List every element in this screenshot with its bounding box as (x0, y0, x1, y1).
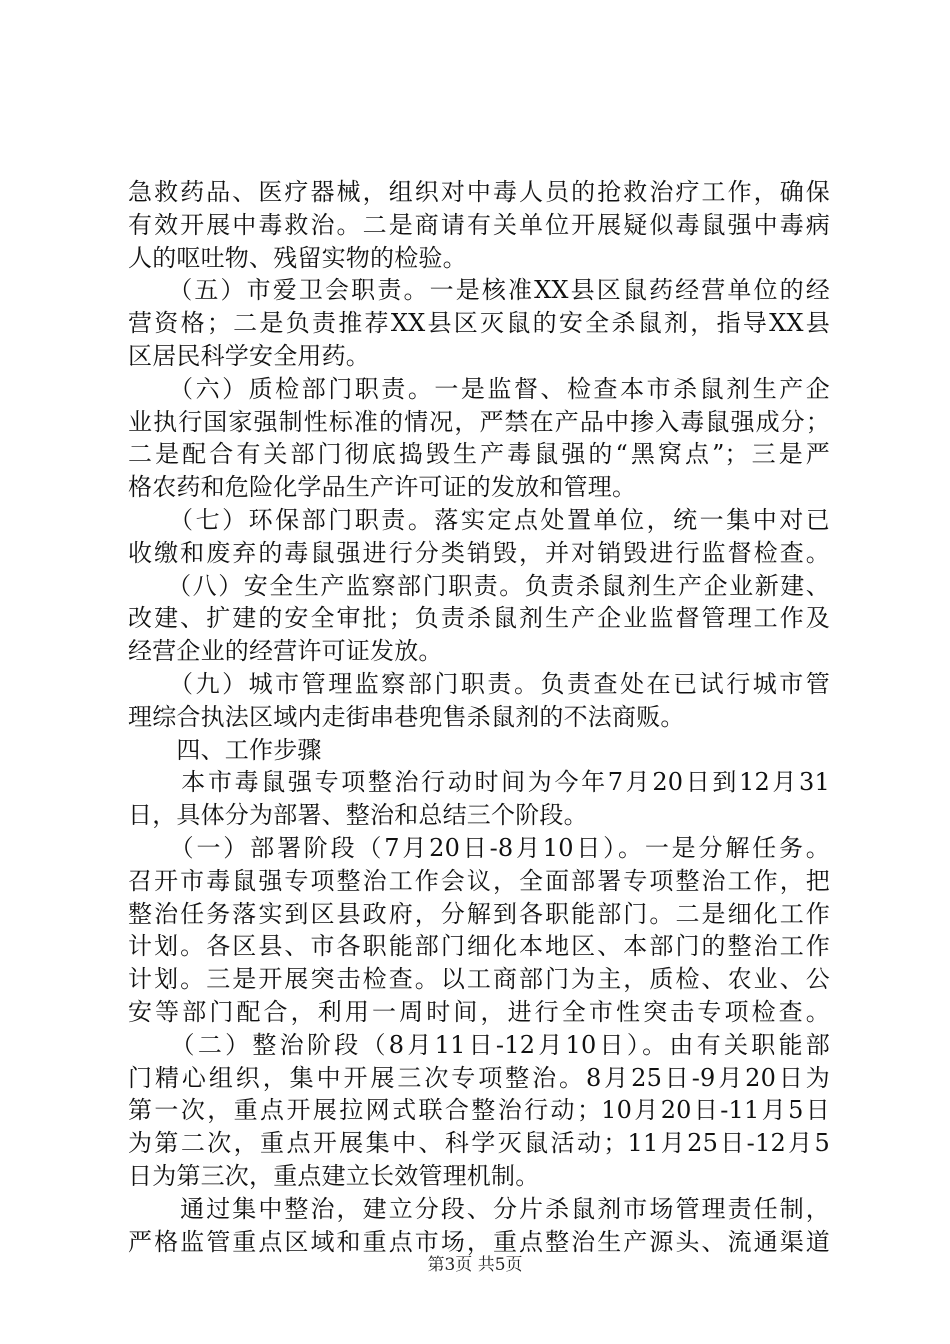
text-line: 理综合执法区域内走街串巷兜售杀鼠剂的不法商贩。 (128, 702, 685, 731)
document-body (128, 176, 830, 1258)
text-line: 计划。各区县、市各职能部门细化本地区、本部门的整治工作 (128, 932, 830, 961)
text-line: 营资格；二是负责推荐XX县区灭鼠的安全杀鼠剂，指导XX县 (128, 309, 830, 338)
text-line: （九）城市管理监察部门职责。负责查处在已试行城市管 (128, 669, 830, 698)
text-line: 计划。三是开展突击检查。以工商部门为主，质检、农业、公 (128, 965, 830, 994)
text-line: 人的呕吐物、残留实物的检验。 (128, 243, 467, 272)
text-line: 急救药品、医疗器械，组织对中毒人员的抢救治疗工作，确保 (128, 178, 830, 206)
text-line: 日，具体分为部署、整治和总结三个阶段。 (128, 801, 588, 830)
text-line: 召开市毒鼠强专项整治工作会议，全面部署专项整治工作，把 (128, 866, 830, 895)
text-line: 为第二次，重点开展集中、科学灭鼠活动；11月25日-12月5 (128, 1129, 830, 1158)
text-line: 收缴和废弃的毒鼠强进行分类销毁，并对销毁进行监督检查。 (128, 538, 830, 567)
text-line: （七）环保部门职责。落实定点处置单位，统一集中对已 (128, 505, 830, 534)
text-line: （五）市爱卫会职责。一是核准XX县区鼠药经营单位的经 (128, 276, 830, 305)
text-line: 严格监管重点区域和重点市场，重点整治生产源头、流通渠道 (128, 1227, 830, 1256)
text-line: 安等部门配合，利用一周时间，进行全市性突击专项检查。 (128, 997, 830, 1026)
text-line: 二是配合有关部门彻底捣毁生产毒鼠强的“黑窝点”；三是严 (128, 440, 830, 469)
page-footer (0, 1250, 950, 1275)
text-line: （八）安全生产监察部门职责。负责杀鼠剂生产企业新建、 (128, 571, 830, 600)
text-line: （六）质检部门职责。一是监督、检查本市杀鼠剂生产企 (128, 374, 830, 403)
text-line: 门精心组织，集中开展三次专项整治。8月25日-9月20日为 (128, 1063, 830, 1092)
page-number: 第3页 共5页 (427, 1255, 523, 1275)
text-line: 本市毒鼠强专项整治行动时间为今年7月20日到12月31 (128, 768, 830, 797)
text-line: （一）部署阶段（7月20日-8月10日）。一是分解任务。 (128, 833, 830, 862)
text-line: 第一次，重点开展拉网式联合整治行动；10月20日-11月5日 (128, 1096, 830, 1125)
text-line: 改建、扩建的安全审批；负责杀鼠剂生产企业监督管理工作及 (128, 604, 830, 633)
text-line: （二）整治阶段（8月11日-12月10日）。由有关职能部 (128, 1030, 830, 1059)
text-line: 通过集中整治，建立分段、分片杀鼠剂市场管理责任制， (128, 1194, 830, 1223)
text-line: 整治任务落实到区县政府，分解到各职能部门。二是细化工作 (128, 899, 830, 928)
text-line: 格农药和危险化学品生产许可证的发放和管理。 (128, 473, 637, 502)
text-line: 业执行国家强制性标准的情况，严禁在产品中掺入毒鼠强成分； (128, 407, 830, 436)
text-line: 四、工作步骤 (128, 735, 322, 764)
text-line: 区居民科学安全用药。 (128, 341, 370, 370)
text-line: 有效开展中毒救治。二是商请有关单位开展疑似毒鼠强中毒病 (128, 210, 830, 239)
text-line: 日为第三次，重点建立长效管理机制。 (128, 1161, 540, 1190)
text-line: 经营企业的经营许可证发放。 (128, 637, 443, 666)
